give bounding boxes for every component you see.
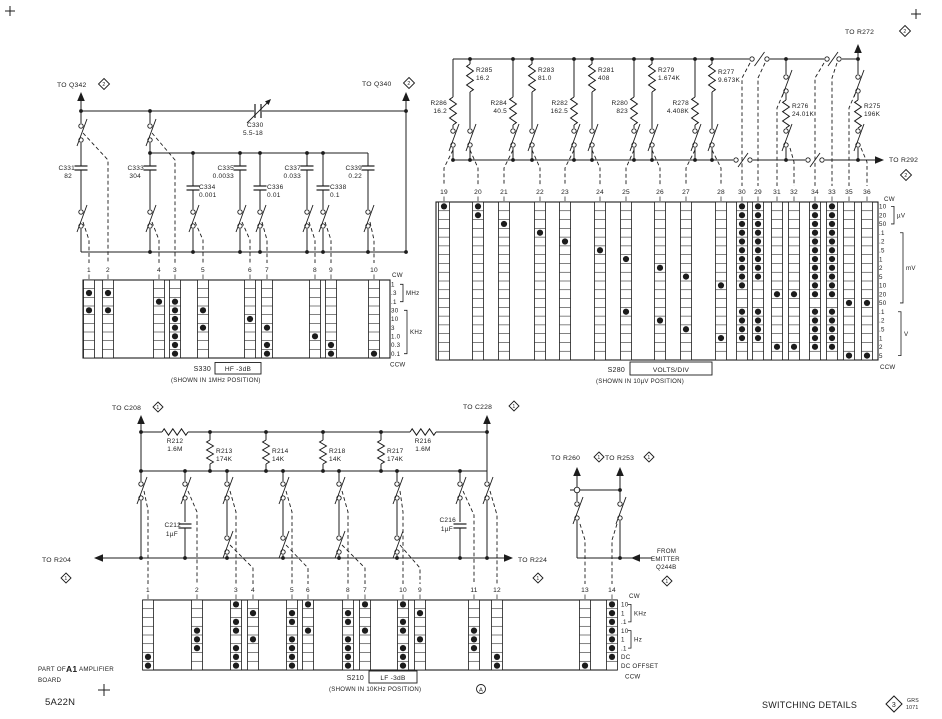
matrix-column-terminal-20 bbox=[473, 189, 484, 360]
matrix-column-terminal-3 bbox=[170, 267, 181, 358]
matrix-column-terminal-2 bbox=[103, 267, 114, 358]
switch-contact bbox=[449, 124, 459, 151]
label-s280-row_labels-7: 2 bbox=[879, 265, 883, 273]
label-s330-row_labels-5: 3 bbox=[391, 324, 395, 332]
label-title_block-code_bottom: 1071 bbox=[906, 705, 919, 711]
matrix-column-terminal-35 bbox=[844, 189, 855, 360]
label-s330-row_labels-2: .1 bbox=[391, 298, 397, 306]
arrow-icon bbox=[137, 415, 145, 424]
label-lf-resistors-r217-name: R217 bbox=[387, 448, 404, 455]
label-s280-row_labels-16: 2 bbox=[879, 344, 883, 352]
label-s280-name: S280 bbox=[607, 367, 625, 374]
label-hf-caps-c335-name: C335 bbox=[217, 165, 234, 172]
label-s330-unit_brackets-1-label: KHz bbox=[410, 329, 423, 337]
label-s280-row_labels-14: .5 bbox=[879, 326, 885, 334]
label-s210-function_label: LF -3dB bbox=[380, 675, 406, 682]
label-vd-resistors-r276-value: 24.01K bbox=[792, 111, 815, 118]
label-s330-row_labels-1: .3 bbox=[391, 290, 397, 298]
label-s210-columns-0-terminal: 1 bbox=[146, 587, 150, 594]
label-vd-resistors-r282-value: 162.5 bbox=[550, 108, 568, 115]
label-lf-caps-c216-value: 1µF bbox=[440, 526, 453, 533]
switch-contact bbox=[335, 477, 345, 504]
label-s210-row_labels-5: .1 bbox=[621, 645, 627, 653]
switch-contact bbox=[483, 477, 493, 504]
label-s210-row_labels-0: 10 bbox=[621, 601, 629, 609]
label-vd-resistors-r286-value: 16.2 bbox=[433, 108, 447, 115]
matrix-column-terminal-5 bbox=[198, 267, 209, 358]
label-s280-row_labels-12: .1 bbox=[879, 308, 885, 316]
label-s330-columns-2-terminal: 4 bbox=[157, 267, 161, 274]
label-lf-to_c208-text: TO C208 bbox=[112, 405, 142, 412]
label-lf-resistors-r212-name: R212 bbox=[166, 438, 184, 445]
label-hf-caps-c339-name: C339 bbox=[345, 165, 362, 172]
label-lf-resistors-r212-value: 1.6M bbox=[167, 446, 183, 453]
label-vd-resistors-r286-name: R286 bbox=[430, 100, 447, 107]
label-lf-to_r204-ref: 1 bbox=[64, 576, 68, 582]
label-lf-to_r204-text: TO R204 bbox=[42, 557, 72, 564]
label-s280-columns-1-terminal: 20 bbox=[474, 189, 482, 196]
label-s210-row_labels-4: 1 bbox=[621, 636, 625, 644]
label-s210-row_labels-7: DC OFFSET bbox=[621, 662, 659, 670]
label-s330-columns-5-terminal: 6 bbox=[248, 267, 252, 274]
switch-contact bbox=[223, 531, 233, 558]
label-s280-row_labels-5: .5 bbox=[879, 247, 885, 255]
label-vd-to_r272-text: TO R272 bbox=[845, 29, 875, 36]
label-lf-to_r253-ref: 1 bbox=[647, 455, 651, 461]
label-s330-columns-0-terminal: 1 bbox=[87, 267, 91, 274]
switch-contact bbox=[782, 124, 792, 151]
label-s280-unit_brackets-1-label: mV bbox=[906, 265, 916, 273]
label-s280-row_labels-15: 1 bbox=[879, 335, 883, 343]
label-vd-resistors-r278-value: 4.408K bbox=[666, 108, 689, 115]
label-s210-cw: CW bbox=[629, 593, 640, 600]
label-hf-to_q342-text: TO Q342 bbox=[57, 82, 87, 89]
label-s280-columns-14-terminal: 34 bbox=[811, 189, 819, 196]
label-s210-row_labels-6: DC bbox=[621, 654, 631, 662]
switch-contact bbox=[223, 477, 233, 504]
switch-contact bbox=[77, 205, 87, 232]
matrix-column-terminal-28 bbox=[716, 189, 727, 360]
matrix-column-terminal-33 bbox=[827, 189, 838, 360]
switch-contact bbox=[335, 531, 345, 558]
label-vd-resistors-r275-name: R275 bbox=[864, 103, 881, 110]
label-title_block-board_ref: A1 bbox=[66, 664, 78, 674]
capacitor-symbol bbox=[301, 166, 314, 170]
label-hf-caps-c336-name: C336 bbox=[267, 184, 284, 191]
matrix-column-terminal-1 bbox=[84, 267, 95, 358]
label-s280-columns-12-terminal: 31 bbox=[773, 189, 781, 196]
label-vd-resistors-r285-value: 16.2 bbox=[476, 75, 490, 82]
label-lf-resistors-r216-name: R216 bbox=[414, 438, 432, 445]
label-lf-to_c228-text: TO C228 bbox=[463, 404, 493, 411]
arrow-icon bbox=[854, 44, 862, 53]
label-s280-ccw: CCW bbox=[880, 364, 896, 371]
matrix-column-terminal-21 bbox=[499, 189, 510, 360]
switch-contact bbox=[456, 477, 466, 504]
switch-matrix-S280 bbox=[436, 189, 916, 385]
label-lf-to_r260-text: TO R260 bbox=[551, 455, 581, 462]
capacitor-symbol bbox=[254, 186, 267, 190]
label-s330-columns-6-terminal: 7 bbox=[265, 267, 269, 274]
registration-cross-icon bbox=[98, 684, 110, 696]
switch-contact bbox=[573, 497, 583, 524]
label-vd-resistors-r283-value: 81.0 bbox=[538, 75, 552, 82]
arrow-icon bbox=[504, 554, 513, 562]
label-s210-columns-11-terminal: 12 bbox=[493, 587, 501, 594]
switch-contact bbox=[570, 124, 580, 151]
registration-cross-icon bbox=[5, 6, 15, 16]
arrow-icon bbox=[402, 92, 410, 101]
matrix-column-terminal-34 bbox=[810, 189, 821, 360]
label-hf-to_q340-text: TO Q340 bbox=[362, 81, 392, 88]
matrix-column-terminal-29 bbox=[753, 189, 764, 360]
label-vd-resistors-r283-name: R283 bbox=[538, 67, 555, 74]
switch-contact bbox=[616, 497, 626, 524]
matrix-column-terminal-22 bbox=[535, 189, 546, 360]
label-s280-row_labels-6: 1 bbox=[879, 256, 883, 264]
matrix-column-terminal-6 bbox=[245, 267, 256, 358]
label-s210-columns-12-terminal: 13 bbox=[581, 587, 589, 594]
label-s210-row_labels-3: 10 bbox=[621, 627, 629, 635]
label-vd-resistors-r280-value: 823 bbox=[616, 108, 628, 115]
label-s210-columns-3-terminal: 4 bbox=[251, 587, 255, 594]
matrix-column-terminal-31 bbox=[772, 189, 783, 360]
label-hf-caps-c339-value: 0.22 bbox=[348, 173, 362, 180]
arrow-icon bbox=[616, 467, 624, 476]
switch-contact bbox=[393, 531, 403, 558]
label-s280-columns-10-terminal: 30 bbox=[738, 189, 746, 196]
label-lf-to_r224-text: TO R224 bbox=[518, 557, 548, 564]
switch-contact bbox=[854, 124, 864, 151]
label-vd-to_r272-ref: 2 bbox=[903, 29, 907, 35]
label-lf-caps-c212-name: C212 bbox=[164, 522, 181, 529]
label-vd-resistors-r279-value: 1.674K bbox=[658, 75, 681, 82]
label-hf-caps-c330-value: 5.5-18 bbox=[243, 130, 263, 137]
label-s280-columns-11-terminal: 29 bbox=[754, 189, 762, 196]
label-s280-unit_brackets-2-label: V bbox=[904, 330, 909, 338]
switch-contact bbox=[782, 70, 792, 97]
label-s330-name: S330 bbox=[193, 366, 211, 373]
label-s330-columns-8-terminal: 9 bbox=[329, 267, 333, 274]
label-s280-columns-15-terminal: 33 bbox=[828, 189, 836, 196]
matrix-column-terminal-19 bbox=[439, 189, 450, 360]
switch-contact bbox=[509, 124, 519, 151]
arrow-icon bbox=[875, 156, 884, 164]
label-hf-caps-c333-name: C333 bbox=[127, 165, 144, 172]
label-vd-resistors-r284-value: 40.5 bbox=[493, 108, 507, 115]
switch-contact bbox=[588, 124, 598, 151]
label-s330-columns-4-terminal: 5 bbox=[201, 267, 205, 274]
switch-contact bbox=[256, 205, 266, 232]
label-vd-resistors-r278-name: R278 bbox=[672, 100, 689, 107]
label-s280-columns-13-terminal: 32 bbox=[790, 189, 798, 196]
label-hf-caps-c334-value: 0.001 bbox=[199, 192, 217, 199]
label-s210-columns-13-terminal: 14 bbox=[608, 587, 616, 594]
label-vd-resistors-r281-name: R281 bbox=[598, 67, 615, 74]
label-s330-columns-7-terminal: 8 bbox=[313, 267, 317, 274]
switch-contact bbox=[750, 52, 769, 66]
label-s280-columns-9-terminal: 28 bbox=[717, 189, 725, 196]
capacitor-symbol bbox=[75, 166, 88, 170]
switch-contact bbox=[77, 119, 87, 146]
label-s330-row_labels-3: 30 bbox=[391, 307, 399, 315]
label-vd-resistors-r277-name: R277 bbox=[718, 69, 735, 76]
label-s280-columns-2-terminal: 21 bbox=[500, 189, 508, 196]
label-hf-to_q340-ref: 2 bbox=[407, 81, 411, 87]
hf-3db-filter-section bbox=[57, 78, 415, 264]
label-lf-from_emitter-line3: Q244B bbox=[656, 564, 677, 571]
label-s280-row_labels-0: 10 bbox=[879, 203, 887, 211]
label-s280-row_labels-11: 50 bbox=[879, 300, 887, 308]
label-vd-resistors-r281-value: 408 bbox=[598, 75, 610, 82]
arrow-icon bbox=[77, 92, 85, 101]
label-hf-caps-c333-value: 304 bbox=[129, 173, 141, 180]
capacitor-symbol bbox=[234, 166, 247, 170]
label-s210-subtitle: (SHOWN IN 10KHz POSITION) bbox=[329, 686, 422, 693]
label-lf-resistors-r213-value: 174K bbox=[216, 456, 233, 463]
registration-cross-icon bbox=[911, 9, 921, 19]
label-s330-subtitle: (SHOWN IN 1MHz POSITION) bbox=[171, 377, 261, 384]
label-s330-unit_brackets-0-label: MHz bbox=[406, 290, 420, 298]
label-s210-columns-9-terminal: 9 bbox=[418, 587, 422, 594]
label-title_block-board: BOARD bbox=[38, 677, 62, 684]
switch-contact bbox=[528, 124, 538, 151]
label-title_block-model: 5A22N bbox=[45, 697, 76, 708]
capacitor-symbol bbox=[144, 166, 157, 170]
label-vd-resistors-r280-name: R280 bbox=[611, 100, 628, 107]
switch-matrix-S330 bbox=[83, 267, 422, 384]
label-hf-caps-c331-name: C331 bbox=[58, 165, 75, 172]
matrix-column-terminal-26 bbox=[655, 189, 666, 360]
matrix-column-terminal-10 bbox=[369, 267, 380, 358]
label-s280-row_labels-4: .2 bbox=[879, 238, 885, 246]
label-s330-row_labels-4: 10 bbox=[391, 316, 399, 324]
label-lf-from_emitter-line1: FROM bbox=[657, 548, 677, 555]
label-s210-columns-8-terminal: 10 bbox=[399, 587, 407, 594]
label-lf-from_emitter-line2: EMITTER bbox=[651, 556, 680, 563]
arrow-icon bbox=[483, 415, 491, 424]
label-hf-to_q342-ref: 2 bbox=[102, 82, 106, 88]
label-hf-caps-c338-value: 0.1 bbox=[330, 192, 340, 199]
label-hf-caps-c338-name: C338 bbox=[330, 184, 347, 191]
switch-contact bbox=[364, 205, 374, 232]
label-s280-columns-16-terminal: 35 bbox=[845, 189, 853, 196]
switch-contact bbox=[825, 52, 841, 66]
label-s280-unit_brackets-0-label: µV bbox=[897, 212, 906, 220]
label-hf-caps-c334-name: C334 bbox=[199, 184, 216, 191]
arrow-icon bbox=[631, 554, 640, 562]
label-s280-row_labels-17: 5 bbox=[879, 352, 883, 360]
label-lf-resistors-r213-name: R213 bbox=[216, 448, 233, 455]
label-hf-caps-c337-value: 0.033 bbox=[283, 173, 301, 180]
label-s210-row_labels-2: .1 bbox=[621, 619, 627, 627]
label-s280-columns-3-terminal: 22 bbox=[536, 189, 544, 196]
label-s280-columns-0-terminal: 19 bbox=[440, 189, 448, 196]
label-s330-row_labels-6: 1.0 bbox=[391, 333, 401, 341]
label-hf-caps-c331-value: 82 bbox=[64, 173, 72, 180]
label-lf-resistors-r217-value: 174K bbox=[387, 456, 404, 463]
label-title_block-amplifier: AMPLIFIER bbox=[79, 666, 114, 673]
switch-contact bbox=[734, 153, 752, 167]
label-s280-columns-7-terminal: 26 bbox=[656, 189, 664, 196]
volts-div-attenuator-section bbox=[430, 26, 918, 187]
label-lf-resistors-r216-value: 1.6M bbox=[415, 446, 431, 453]
matrix-column-terminal-27 bbox=[681, 189, 692, 360]
label-lf-resistors-r218-name: R218 bbox=[329, 448, 346, 455]
label-vd-resistors-r279-name: R279 bbox=[658, 67, 675, 74]
label-s330-columns-9-terminal: 10 bbox=[370, 267, 378, 274]
capacitor-symbol bbox=[454, 524, 467, 528]
label-s330-row_labels-0: 1 bbox=[391, 281, 395, 289]
label-s330-columns-1-terminal: 2 bbox=[106, 267, 110, 274]
label-vd-resistors-r285-name: R285 bbox=[476, 67, 493, 74]
label-s280-row_labels-1: 20 bbox=[879, 212, 887, 220]
switch-contact bbox=[146, 119, 156, 146]
label-vd-to_r292-ref: 2 bbox=[904, 173, 908, 179]
label-s210-columns-7-terminal: 7 bbox=[363, 587, 367, 594]
label-lf-to_r253-text: TO R253 bbox=[605, 455, 635, 462]
label-title_block-center_marker: A bbox=[478, 687, 484, 694]
label-hf-caps-c335-value: 0.0033 bbox=[212, 173, 234, 180]
label-vd-to_r292-text: TO R292 bbox=[889, 157, 919, 164]
label-s210-unit_brackets-1-label: Hz bbox=[634, 636, 643, 644]
matrix-column-terminal-4 bbox=[154, 267, 165, 358]
label-s210-columns-5-terminal: 6 bbox=[306, 587, 310, 594]
label-s210-name: S210 bbox=[346, 675, 364, 682]
switch-contact bbox=[648, 124, 658, 151]
label-s210-columns-2-terminal: 3 bbox=[234, 587, 238, 594]
label-lf-to_r260-ref: 1 bbox=[597, 455, 601, 461]
label-s210-unit_brackets-0-label: KHz bbox=[634, 610, 647, 618]
capacitor-symbol bbox=[362, 166, 375, 170]
label-hf-caps-c336-value: 0.01 bbox=[267, 192, 281, 199]
label-s210-columns-6-terminal: 8 bbox=[346, 587, 350, 594]
matrix-column-terminal-36 bbox=[862, 189, 873, 360]
switch-contact bbox=[319, 205, 329, 232]
matrix-column-terminal-24 bbox=[595, 189, 606, 360]
label-vd-resistors-r284-name: R284 bbox=[490, 100, 507, 107]
label-s280-columns-4-terminal: 23 bbox=[561, 189, 569, 196]
label-lf-resistors-r218-value: 14K bbox=[329, 456, 342, 463]
switch-contact bbox=[854, 70, 864, 97]
label-vd-resistors-r277-value: 9.673K bbox=[718, 77, 741, 84]
label-title_block-code_top: GRS bbox=[907, 698, 919, 704]
matrix-column-terminal-23 bbox=[560, 189, 571, 360]
label-s330-cw: CW bbox=[392, 272, 403, 279]
label-s330-row_labels-7: 0.3 bbox=[391, 342, 401, 350]
label-lf-resistors-r214-name: R214 bbox=[272, 448, 289, 455]
matrix-column-terminal-25 bbox=[621, 189, 632, 360]
switch-contact bbox=[708, 124, 718, 151]
label-s280-cw: CW bbox=[884, 196, 895, 203]
label-s280-row_labels-3: .1 bbox=[879, 229, 885, 237]
label-s280-columns-8-terminal: 27 bbox=[682, 189, 690, 196]
label-vd-resistors-r275-value: 196K bbox=[864, 111, 881, 118]
label-s280-row_labels-10: 20 bbox=[879, 291, 887, 299]
matrix-column-terminal-7 bbox=[262, 267, 273, 358]
label-hf-caps-c337-name: C337 bbox=[284, 165, 301, 172]
label-lf-caps-c216-name: C216 bbox=[439, 517, 456, 524]
switch-contact bbox=[466, 124, 476, 151]
label-s330-ccw: CCW bbox=[390, 361, 406, 369]
label-title_block-sheet_title: SWITCHING DETAILS bbox=[762, 700, 858, 710]
switch-contact bbox=[279, 477, 289, 504]
label-title_block-sheet_number: 3 bbox=[891, 702, 897, 709]
label-lf-resistors-r214-value: 14K bbox=[272, 456, 285, 463]
label-s280-row_labels-8: 5 bbox=[879, 273, 883, 281]
label-s210-columns-10-terminal: 11 bbox=[470, 587, 478, 594]
label-s280-columns-5-terminal: 24 bbox=[596, 189, 604, 196]
label-s280-row_labels-13: .2 bbox=[879, 317, 885, 325]
label-s280-columns-6-terminal: 25 bbox=[622, 189, 630, 196]
switch-contact bbox=[630, 124, 640, 151]
label-vd-resistors-r282-name: R282 bbox=[551, 100, 568, 107]
matrix-column-terminal-9 bbox=[326, 267, 337, 358]
label-s280-columns-17-terminal: 36 bbox=[863, 189, 871, 196]
label-s280-row_labels-2: 50 bbox=[879, 221, 887, 229]
label-lf-to_r224-ref: 1 bbox=[536, 576, 540, 582]
switch-contact bbox=[303, 205, 313, 232]
label-s330-row_labels-8: 0.1 bbox=[391, 350, 401, 358]
label-lf-to_c208-ref: 1 bbox=[156, 405, 160, 411]
capacitor-symbol bbox=[187, 186, 200, 190]
label-s210-ccw: CCW bbox=[625, 673, 641, 681]
arrow-icon bbox=[94, 554, 103, 562]
capacitor-symbol bbox=[317, 186, 330, 190]
arrow-icon bbox=[573, 467, 581, 476]
label-s330-columns-3-terminal: 3 bbox=[173, 267, 177, 274]
label-s280-subtitle: (SHOWN IN 10µV POSITION) bbox=[596, 378, 685, 385]
label-s210-row_labels-1: 1 bbox=[621, 610, 625, 618]
switch-contact bbox=[279, 531, 289, 558]
label-vd-resistors-r276-name: R276 bbox=[792, 103, 809, 110]
switch-matrix-S210 bbox=[143, 587, 659, 693]
label-s280-row_labels-9: 10 bbox=[879, 282, 887, 290]
label-lf-from_emitter-ref: 1 bbox=[665, 579, 669, 585]
switch-contact bbox=[181, 477, 191, 504]
label-lf-caps-c212-value: 1µF bbox=[165, 531, 178, 538]
label-s280-function_label: VOLTS/DIV bbox=[652, 367, 690, 374]
matrix-column-terminal-30 bbox=[737, 189, 748, 360]
lf-3db-filter-section bbox=[42, 401, 680, 586]
label-lf-to_c228-ref: 1 bbox=[512, 404, 516, 410]
label-s210-columns-4-terminal: 5 bbox=[290, 587, 294, 594]
label-title_block-part_of: PART OF bbox=[38, 666, 66, 673]
label-s210-columns-1-terminal: 2 bbox=[195, 587, 199, 594]
label-hf-caps-c330-name: C330 bbox=[247, 122, 264, 129]
matrix-column-terminal-32 bbox=[789, 189, 800, 360]
switch-contact bbox=[691, 124, 701, 151]
label-s330-function_label: HF -3dB bbox=[224, 366, 252, 373]
matrix-column-terminal-8 bbox=[310, 267, 321, 358]
